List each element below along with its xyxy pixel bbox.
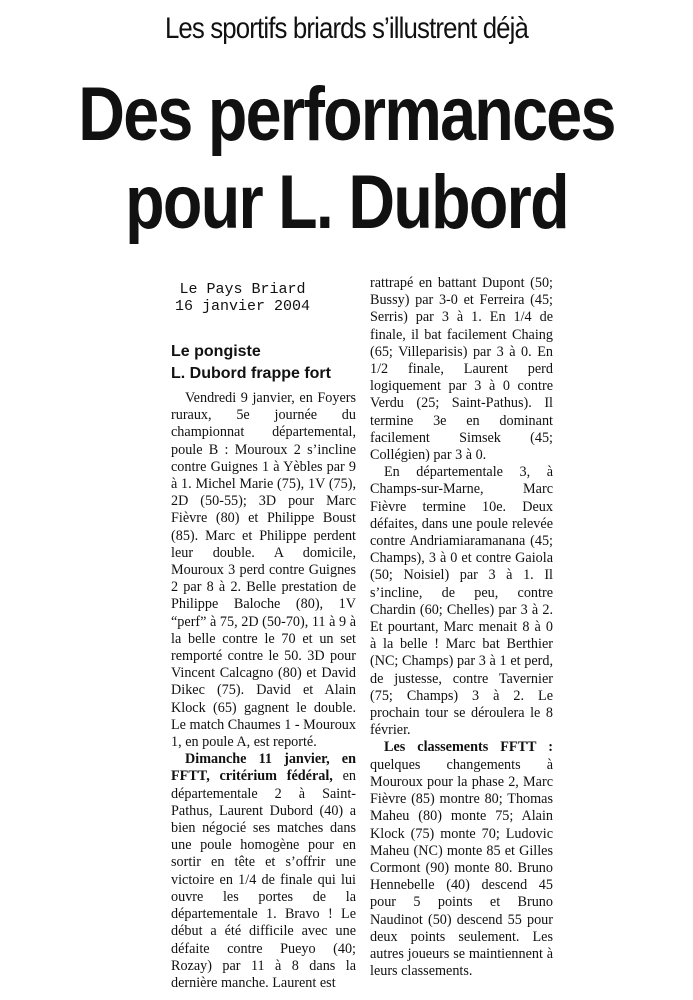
subhead-line-1: Le pongiste (171, 343, 261, 360)
col1-paragraph-2-lead: Dimanche 11 janvier, en FFTT, critérium fédéral, (171, 751, 356, 785)
source-publication: Le Pays Briard (179, 281, 306, 298)
headline-line-2: pour L. Dubord (125, 160, 568, 245)
headline-line-1: Des performances (78, 72, 615, 157)
col1-paragraph-1: Vendredi 9 janvier, en Foyers ruraux, 5e journée du championnat départemental, poule B : Mouroux 2 s’incline contre Guignes 1 à Yèbles par 9 à 1. Michel Marie (75), 1V (75), 2D (50-55); 3D pour Marc Fièvre (80) et Philippe Boust (85). Marc et Philippe perdent leur double. A domicile, Mouroux 3 perd contre Guignes 2 par 8 à 2. Belle prestation de Philippe Baloche (80), 1V “perf” à 75, 2D (50-70), 11 à 9 à la belle contre le 70 et un set remporté contre le 50. 3D pour Vincent Calcagno (80) et David Dikec (75). David et Alain Klock (65) gagnent le double. Le match Chaumes 1 - Mouroux 1, en poule A, est reporté. (171, 390, 356, 751)
subhead-line-2: L. Dubord frappe fort (171, 365, 331, 382)
col2-paragraph-3-lead: Les classements FFTT : (384, 739, 553, 756)
article-column-1 (171, 390, 356, 992)
col1-paragraph-2-body: en départementale 2 à Saint-Pathus, Laurent Dubord (40) a bien négocié ses matches dans une poule homogène pour en sortir en tête et s’offrir une victoire en 1/4 de finale qui lui ouvre les portes de la départementale 1. Bravo ! Le début a été difficile avec une défaite contre Pueyo (40; Rozay) par 11 à 8 dans la dernière manche. Laurent est (171, 768, 356, 991)
article-subhead (171, 341, 371, 385)
source-date: 16 janvier 2004 (174, 298, 311, 315)
col2-paragraph-3 (370, 739, 553, 980)
col2-paragraph-2: En départementale 3, à Champs-sur-Marne, Marc Fièvre termine 10e. Deux défaites, dans une poule relevée contre Andriamiaramanana (45; Champs), 3 à 0 et contre Gaiola (50; Noisiel) par 3 à 1. Il s’incline, de peu, contre Chardin (60; Chelles) par 3 à 2. Et pourtant, Marc menait 8 à 0 à la belle ! Marc bat Berthier (NC; Champs) par 3 à 1 et perd, de justesse, contre Tavernier (75; Champs) 3 à 2. Le prochain tour se déroulera le 8 février. (370, 464, 553, 739)
col2-paragraph-3-body: quelques changements à Mouroux pour la phase 2, Marc Fièvre (85) montre 80; Thomas Maheu (80) monte 75; Alain Klock (75) monte 70; Ludovic Maheu (NC) monte 85 et Gilles Cormont (90) monte 80. Bruno Hennebelle (40) descend 45 pour 5 points et Bruno Naudinot (50) descend 55 pour deux points seulement. Les autres joueurs se maintiennent à leurs classements. (370, 756, 553, 980)
col1-paragraph-2 (171, 751, 356, 992)
article-kicker: Les sportifs briards s’illustrent déjà (164, 12, 529, 45)
article-column-2 (370, 275, 553, 980)
col2-paragraph-1: rattrapé en battant Dupont (50; Bussy) par 3-0 et Ferreira (45; Serris) par 3 à 1. En 1/4 de finale, il bat facilement Chaing (65; Villeparisis) par 3 à 0. En 1/2 finale, Laurent perd logiquement par 3 à 0 contre Verdu (25; Saint-Pathus). Il termine 3e en dominant facilement Simsek (45; Collégien) par 3 à 0. (370, 275, 553, 464)
